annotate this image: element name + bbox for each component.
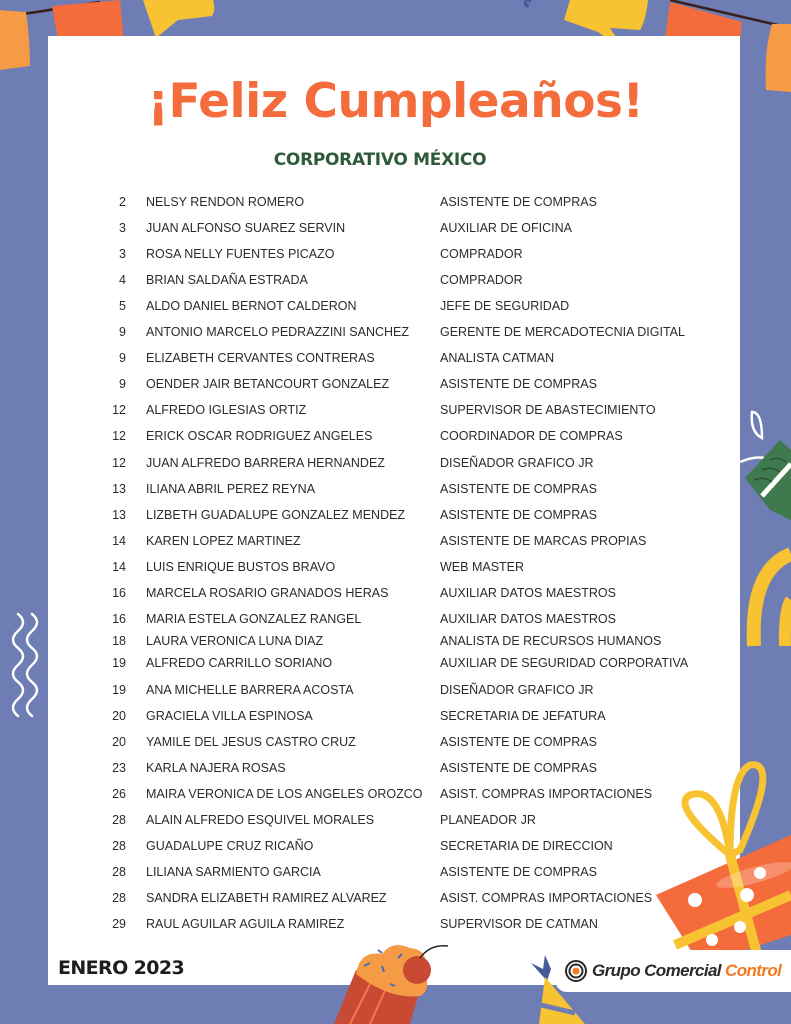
day: 12 <box>112 429 126 443</box>
employee-role: ASISTENTE DE COMPRAS <box>440 195 597 209</box>
list-item <box>0 296 740 316</box>
employee-name: ANTONIO MARCELO PEDRAZZINI SANCHEZ <box>146 325 409 339</box>
list-item <box>0 531 740 551</box>
day: 3 <box>119 247 126 261</box>
employee-role: ANALISTA DE RECURSOS HUMANOS <box>440 634 662 648</box>
employee-role: ASIST. COMPRAS IMPORTACIONES <box>440 891 653 905</box>
day: 20 <box>112 735 126 749</box>
day: 12 <box>112 456 126 470</box>
day: 18 <box>112 634 126 648</box>
list-item <box>0 348 740 368</box>
day: 26 <box>112 787 126 801</box>
employee-name: KAREN LOPEZ MARTINEZ <box>146 534 301 548</box>
logo-target-icon <box>565 960 587 982</box>
employee-name: RAUL AGUILAR AGUILA RAMIREZ <box>146 917 345 931</box>
list-item <box>0 732 740 752</box>
day: 13 <box>112 482 126 496</box>
employee-role: JEFE DE SEGURIDAD <box>440 299 570 313</box>
employee-role: ASISTENTE DE COMPRAS <box>440 761 597 775</box>
list-item <box>0 706 740 726</box>
list-item <box>0 270 740 290</box>
employee-name: ERICK OSCAR RODRIGUEZ ANGELES <box>146 429 373 443</box>
employee-role: COMPRADOR <box>440 247 523 261</box>
employee-role: SUPERVISOR DE CATMAN <box>440 917 598 931</box>
employee-name: ALAIN ALFREDO ESQUIVEL MORALES <box>146 813 375 827</box>
employee-role: AUXILIAR DE OFICINA <box>440 221 572 235</box>
employee-name: OENDER JAIR BETANCOURT GONZALEZ <box>146 377 390 391</box>
employee-role: ASISTENTE DE MARCAS PROPIAS <box>440 534 647 548</box>
green-gift-icon <box>740 410 791 520</box>
list-item <box>0 400 740 420</box>
employee-name: MARCELA ROSARIO GRANADOS HERAS <box>146 586 389 600</box>
employee-name: MARIA ESTELA GONZALEZ RANGEL <box>146 612 362 626</box>
employee-name: SANDRA ELIZABETH RAMIREZ ALVAREZ <box>146 891 387 905</box>
employee-role: SUPERVISOR DE ABASTECIMIENTO <box>440 403 656 417</box>
employee-role: DISEÑADOR GRAFICO JR <box>440 456 594 470</box>
logo-text <box>592 961 781 981</box>
day: 28 <box>112 891 126 905</box>
day: 29 <box>112 917 126 931</box>
logo-accent-text: Control <box>725 961 782 980</box>
day: 23 <box>112 761 126 775</box>
employee-role: ASISTENTE DE COMPRAS <box>440 377 597 391</box>
day: 16 <box>112 612 126 626</box>
employee-role: ASISTENTE DE COMPRAS <box>440 482 597 496</box>
employee-name: ROSA NELLY FUENTES PICAZO <box>146 247 335 261</box>
day: 16 <box>112 586 126 600</box>
list-item <box>0 322 740 342</box>
list-item <box>0 914 740 934</box>
employee-name: ELIZABETH CERVANTES CONTRERAS <box>146 351 375 365</box>
page-title: ¡Feliz Cumpleaños! <box>147 74 644 129</box>
employee-role: AUXILIAR DATOS MAESTROS <box>440 586 616 600</box>
employee-name: LILIANA SARMIENTO GARCIA <box>146 865 321 879</box>
list-item <box>0 836 740 856</box>
day: 19 <box>112 656 126 670</box>
company-logo <box>555 950 791 992</box>
employee-role: ANALISTA CATMAN <box>440 351 555 365</box>
employee-role: ASISTENTE DE COMPRAS <box>440 735 597 749</box>
list-item <box>0 784 740 804</box>
day: 14 <box>112 534 126 548</box>
employee-name: JUAN ALFONSO SUAREZ SERVIN <box>146 221 346 235</box>
employee-role: ASISTENTE DE COMPRAS <box>440 865 597 879</box>
employee-role: PLANEADOR JR <box>440 813 536 827</box>
list-item <box>0 244 740 264</box>
day: 13 <box>112 508 126 522</box>
list-item <box>0 218 740 238</box>
employee-name: NELSY RENDON ROMERO <box>146 195 305 209</box>
list-item <box>0 583 740 603</box>
list-item <box>0 479 740 499</box>
employee-name: JUAN ALFREDO BARRERA HERNANDEZ <box>146 456 385 470</box>
employee-name: ALDO DANIEL BERNOT CALDERON <box>146 299 357 313</box>
employee-role: SECRETARIA DE JEFATURA <box>440 709 606 723</box>
employee-name: MAIRA VERONICA DE LOS ANGELES OROZCO <box>146 787 423 801</box>
employee-role: AUXILIAR DATOS MAESTROS <box>440 612 616 626</box>
day: 28 <box>112 813 126 827</box>
day: 20 <box>112 709 126 723</box>
day: 9 <box>119 325 126 339</box>
employee-name: BRIAN SALDAÑA ESTRADA <box>146 273 308 287</box>
list-item <box>0 810 740 830</box>
orange-gift-icon <box>650 755 791 965</box>
employee-role: AUXILIAR DE SEGURIDAD CORPORATIVA <box>440 656 689 670</box>
logo-main-text: Grupo Comercial <box>592 961 726 980</box>
day: 9 <box>119 351 126 365</box>
employee-role: COORDINADOR DE COMPRAS <box>440 429 623 443</box>
day: 2 <box>119 195 126 209</box>
employee-name: ANA MICHELLE BARRERA ACOSTA <box>146 683 354 697</box>
list-item <box>0 631 740 651</box>
list-item <box>0 505 740 525</box>
employee-name: ILIANA ABRIL PEREZ REYNA <box>146 482 316 496</box>
list-item <box>0 557 740 577</box>
list-item <box>0 680 740 700</box>
day: 5 <box>119 299 126 313</box>
employee-name: LAURA VERONICA LUNA DIAZ <box>146 634 324 648</box>
day: 28 <box>112 839 126 853</box>
employee-role: SECRETARIA DE DIRECCION <box>440 839 613 853</box>
employee-name: GUADALUPE CRUZ RICAÑO <box>146 839 314 853</box>
day: 12 <box>112 403 126 417</box>
employee-role: COMPRADOR <box>440 273 523 287</box>
day: 14 <box>112 560 126 574</box>
employee-role: ASISTENTE DE COMPRAS <box>440 508 597 522</box>
employee-role: GERENTE DE MERCADOTECNIA DIGITAL <box>440 325 685 339</box>
employee-role: DISEÑADOR GRAFICO JR <box>440 683 594 697</box>
list-item <box>0 426 740 446</box>
cupcake-icon <box>320 940 470 1024</box>
list-item <box>0 374 740 394</box>
list-item <box>0 653 740 673</box>
employee-name: YAMILE DEL JESUS CASTRO CRUZ <box>146 735 356 749</box>
day: 9 <box>119 377 126 391</box>
list-item <box>0 192 740 212</box>
list-item <box>0 758 740 778</box>
page-subtitle: CORPORATIVO MÉXICO <box>273 150 487 170</box>
employee-role: ASIST. COMPRAS IMPORTACIONES <box>440 787 653 801</box>
employee-name: LIZBETH GUADALUPE GONZALEZ MENDEZ <box>146 508 406 522</box>
yellow-arc-icon <box>740 540 791 650</box>
squiggle-lines-icon <box>10 610 50 722</box>
employee-name: LUIS ENRIQUE BUSTOS BRAVO <box>146 560 336 574</box>
employee-name: KARLA NAJERA ROSAS <box>146 761 286 775</box>
day: 3 <box>119 221 126 235</box>
list-item <box>0 609 740 629</box>
list-item <box>0 888 740 908</box>
employee-name: ALFREDO IGLESIAS ORTIZ <box>146 403 307 417</box>
list-item <box>0 453 740 473</box>
day: 19 <box>112 683 126 697</box>
list-item <box>0 862 740 882</box>
day: 28 <box>112 865 126 879</box>
employee-name: GRACIELA VILLA ESPINOSA <box>146 709 313 723</box>
footer-month: ENERO 2023 <box>58 957 185 979</box>
employee-role: WEB MASTER <box>440 560 525 574</box>
employee-name: ALFREDO CARRILLO SORIANO <box>146 656 333 670</box>
day: 4 <box>119 273 126 287</box>
